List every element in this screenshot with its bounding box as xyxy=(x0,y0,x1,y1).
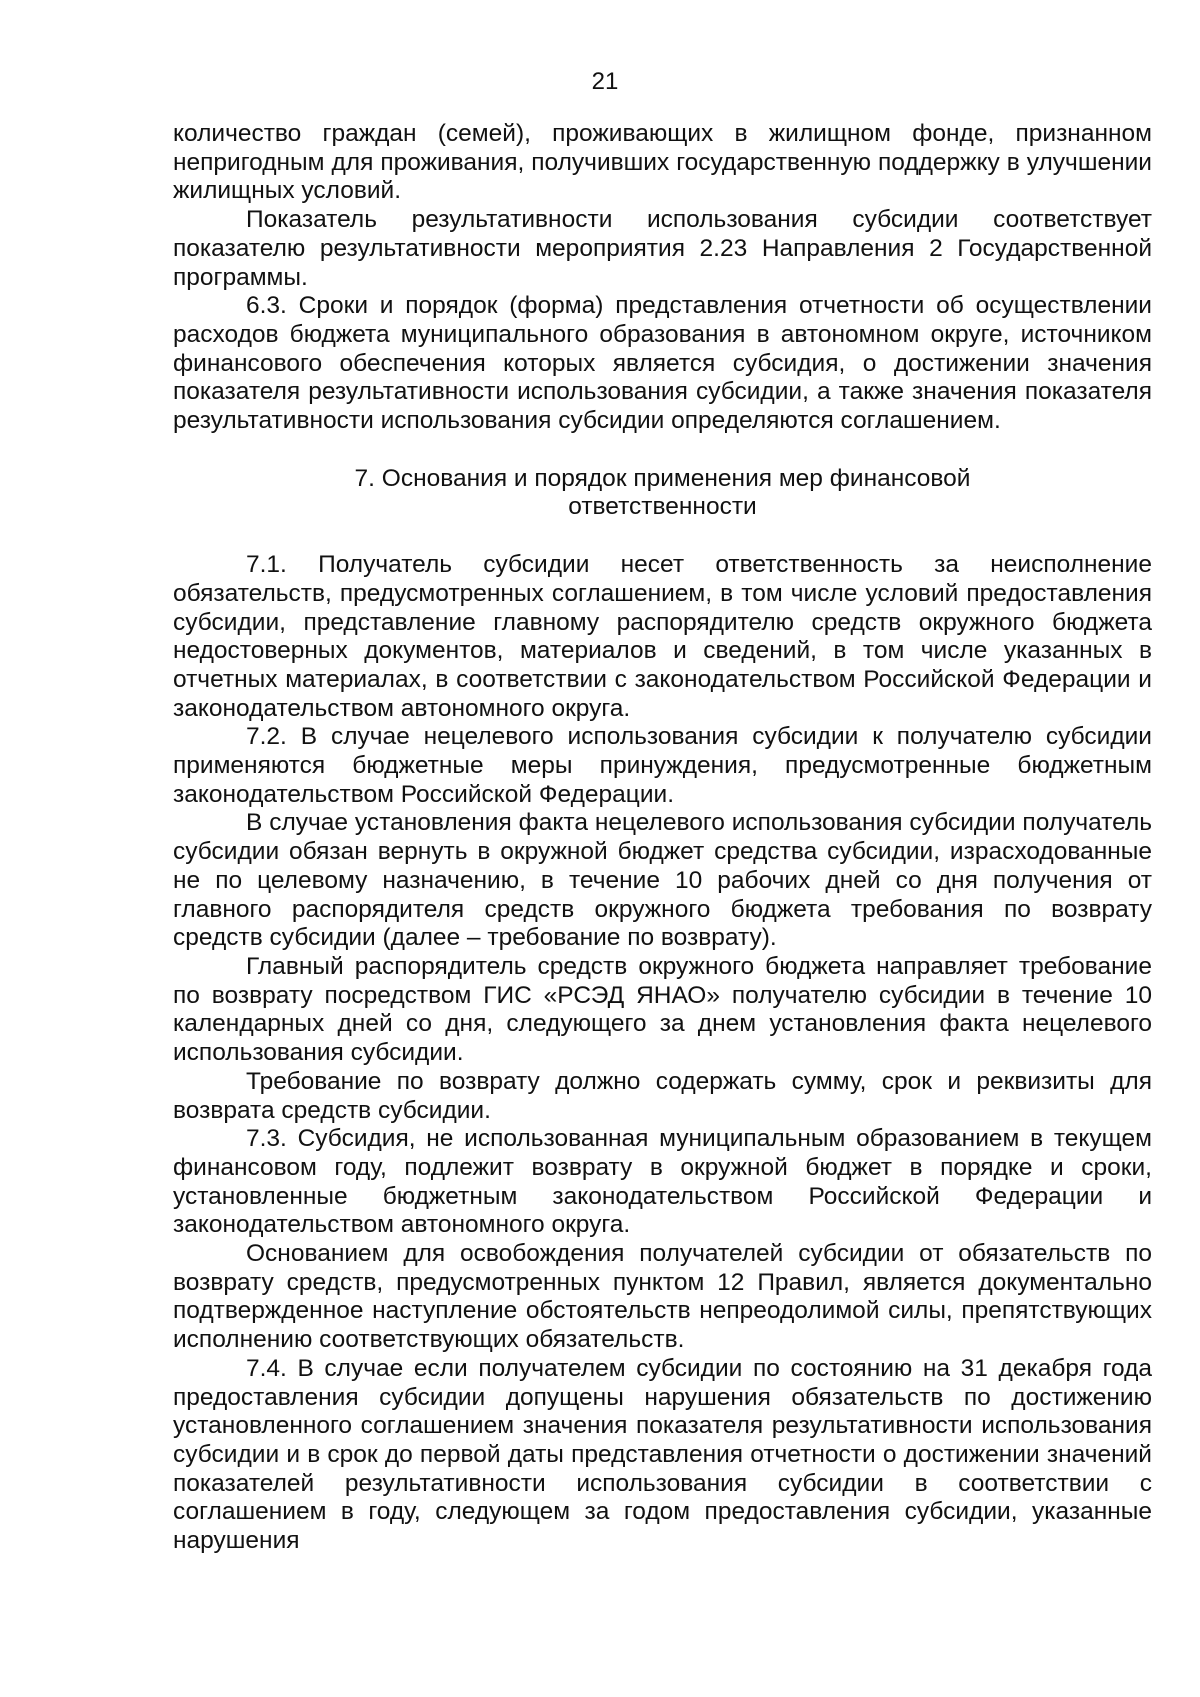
paragraph-7-3: 7.3. Субсидия, не использованная муниципальным образованием в текущем финансовом году, подлежит возврату в окружной бюджет в порядке и сроки, установленные бюджетным законодательством Российской Федерации и законодательством автономного округа. xyxy=(173,1125,1152,1239)
paragraph-7-4: 7.4. В случае если получателем субсидии по состоянию на 31 декабря года предоставления субсидии допущены нарушения обязательств по достижению установленного соглашением значения показателя результативности использования субсидии и в срок до первой даты представления отчетности о достижении значений показателей результативности использования субсидии в соответствии с соглашением в году, следующем за годом предоставления субсидии, указанные нарушения xyxy=(173,1354,1152,1555)
paragraph: Основанием для освобождения получателей субсидии от обязательств по возврату средств, предусмотренных пунктом 12 Правил, является документально подтвержденное наступление обстоятельств непреодолимой силы, препятствующих исполнению соответствующих обязательств. xyxy=(173,1240,1152,1354)
paragraph: В случае установления факта нецелевого использования субсидии получатель субсидии обязан вернуть в окружной бюджет средства субсидии, израсходованные не по целевому назначению, в течение 10 рабочих дней со дня получения от главного распорядителя средств окружного бюджета требования по возврату средств субсидии (далее – требование по возврату). xyxy=(173,809,1152,952)
paragraph: Показатель результативности использования субсидии соответствует показателю результативности мероприятия 2.23 Направления 2 Государственной программы. xyxy=(173,206,1152,291)
paragraph-7-1: 7.1. Получатель субсидии несет ответственность за неисполнение обязательств, предусмотренных соглашением, в том числе условий предоставления субсидии, представление главному распорядителю средств окружного бюджета недостоверных документов, материалов и сведений, в том числе указанных в отчетных материалах, в соответствии с законодательством Российской Федерации и законодательством автономного округа. xyxy=(173,551,1152,722)
section-heading-line: ответственности xyxy=(568,493,757,521)
paragraph: Главный распорядитель средств окружного бюджета направляет требование по возврату посредством ГИС «РСЭД ЯНАО» получателю субсидии в течение 10 календарных дней со дня, следующего за днем установления факта нецелевого использования субсидии. xyxy=(173,952,1152,1067)
page-number: 21 xyxy=(591,68,619,95)
paragraph-7-2: 7.2. В случае нецелевого использования субсидии к получателю субсидии применяются бюджетные меры принуждения, предусмотренные бюджетным законодательством Российской Федерации. xyxy=(173,723,1152,808)
document-body xyxy=(173,120,1152,1556)
section-heading-7 xyxy=(173,465,1152,522)
paragraph: Требование по возврату должно содержать сумму, срок и реквизиты для возврата средств субсидии. xyxy=(173,1067,1152,1124)
paragraph-6-3: 6.3. Сроки и порядок (форма) представления отчетности об осуществлении расходов бюджета муниципального образования в автономном округе, источником финансового обеспечения которых является субсидия, о достижении значения показателя результативности использования субсидии, а также значения показателя результативности использования субсидии определяются соглашением. xyxy=(173,292,1152,435)
paragraph: количество граждан (семей), проживающих в жилищном фонде, признанном непригодным для проживания, получивших государственную поддержку в улучшении жилищных условий. xyxy=(173,120,1152,205)
section-heading-line: 7. Основания и порядок применения мер финансовой xyxy=(354,464,971,492)
